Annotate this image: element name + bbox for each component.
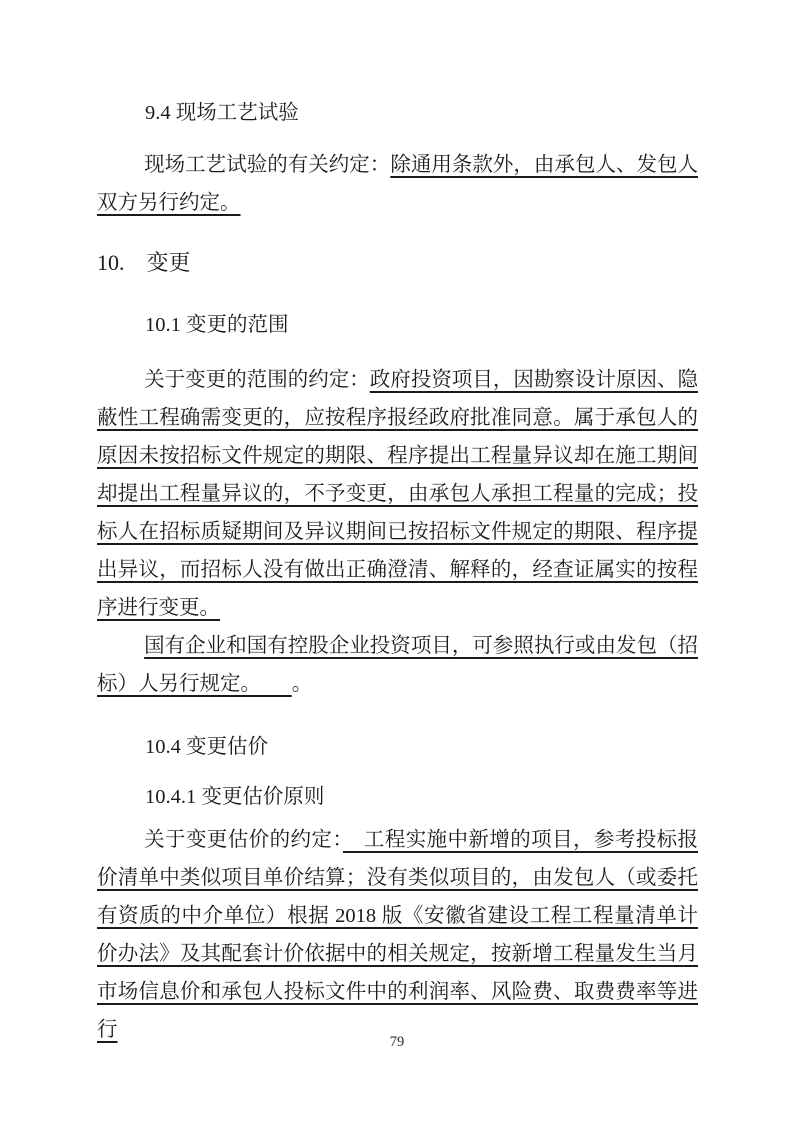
page-content	[97, 94, 698, 1049]
paragraph-10-4-filled-underline: 工程实施中新增的项目，参考投标报价清单中类似项目单价结算；没有类似项目的，由发包人（或委托有资质的中介单位）根据 2018 版《安徽省建设工程工程量清单计价办法》及其配套计价依据中的相关规定，按新增工程量发生当月市场信息价和承包人投标文件中的利润率、风险费、取费费率等进行	[97, 829, 699, 1041]
paragraph-10-1-a-filled-underline: 政府投资项目，因勘察设计原因、隐蔽性工程确需变更的，应按程序报经政府批准同意。属于承包人的原因未按招标文件规定的期限、程序提出工程量异议却在施工期间却提出工程量异议的，不予变更，由承包人承担工程量的完成；投标人在招标质疑期间及异议期间已按招标文件规定的期限、程序提出异议，而招标人没有做出正确澄清、解释的，经查证属实的按程序进行变更。	[97, 369, 699, 619]
paragraph-9-4	[97, 146, 698, 222]
paragraph-9-4-filled-underline: 除通用条款外，由承包人、发包人双方另行约定。	[97, 154, 699, 214]
paragraph-10-4-lead: 关于变更估价的约定：	[144, 829, 343, 851]
page-number: 79	[389, 1034, 405, 1050]
heading-10-1: 10.1 变更的范围	[145, 314, 289, 336]
paragraph-10-1-b-filled-underline: 国有企业和国有控股企业投资项目，可参照执行或由发包（招标）人另行规定。	[97, 635, 698, 695]
paragraph-10-4	[97, 821, 698, 1049]
paragraph-10-1-b	[97, 627, 698, 703]
heading-9-4: 9.4 现场工艺试验	[145, 102, 299, 124]
heading-10: 10. 变更	[97, 250, 191, 275]
heading-10-4-1: 10.4.1 变更估价原则	[145, 786, 325, 808]
heading-10-4: 10.4 变更估价	[145, 736, 268, 758]
paragraph-10-1-b-tail: 。	[291, 673, 313, 695]
paragraph-9-4-lead: 现场工艺试验的有关约定：	[144, 154, 391, 176]
paragraph-10-1-a-lead: 关于变更的范围的约定：	[144, 369, 370, 391]
paragraph-10-1-a	[97, 361, 698, 627]
